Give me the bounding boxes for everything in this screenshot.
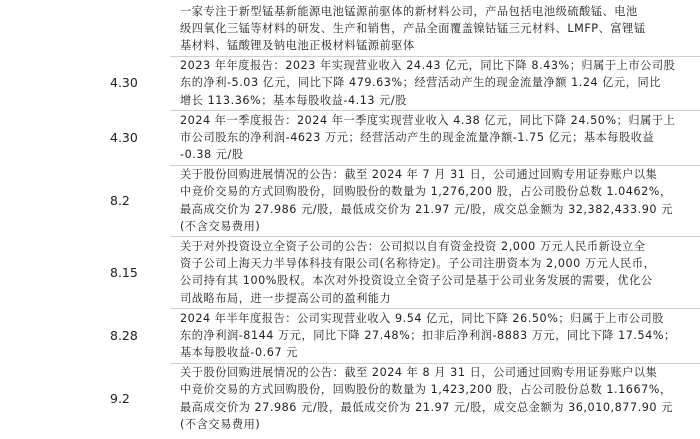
row-content <box>180 364 685 433</box>
row-content <box>180 238 685 307</box>
text-line: 一家专注于新型锰基新能源电池锰源前驱体的新材料公司，产品包括电池级硫酸锰、电池 <box>180 4 638 18</box>
text-line: 资子公司上海天力半导体科技有限公司(名称待定)。子公司注册资本为 2,000 万元人民币， <box>180 257 656 271</box>
row-date: 4.30 <box>110 75 138 91</box>
text-line: 市公司股东的净利润-4623 万元；经营活动产生的现金流量净额-1.75 亿元；基本每股收益 <box>180 130 655 144</box>
row-content <box>180 166 685 235</box>
row-content <box>180 310 685 362</box>
text-line: 2024 年一季度报告：2024 年一季度实现营业收入 4.38 亿元，同比下降 24.50%；归属于上 <box>180 113 676 127</box>
row-content <box>180 57 685 109</box>
text-line: 中竞价交易的方式回购股份，回购股份的数量为 1,276,200 股，占公司股份总数 1.0462%， <box>180 185 672 199</box>
text-line: 公司持有其 100%股权。本次对外投资设立全资子公司是基于公司业务发展的需要，优化公 <box>180 274 653 288</box>
text-line: 最高成交价为 27.986 元/股，最低成交价为 21.97 元/股，成交总金额为 36,010,877.90 元 <box>180 400 673 414</box>
text-line: 基本每股收益-0.67 元 <box>180 346 298 360</box>
text-line: 增长 113.36%；基本每股收益-4.13 元/股 <box>180 93 407 107</box>
text-line: 中竞价交易的方式回购股份，回购股份的数量为 1,423,200 股，占公司股份总数 1.1667%， <box>180 383 672 397</box>
row-content <box>180 112 685 164</box>
row-date: 8.2 <box>110 193 130 208</box>
text-line: 最高成交价为 27.986 元/股，最低成交价为 21.97 元/股，成交总金额为 32,382,433.90 元 <box>180 202 673 216</box>
text-line: 司战略布局，进一步提高公司的盈利能力 <box>180 291 392 305</box>
row-date: 8.15 <box>110 264 138 280</box>
text-line: 关于对外投资设立全资子公司的公告：公司拟以自有资金投资 2,000 万元人民币新设立全 <box>180 239 646 253</box>
row-date: 8.28 <box>110 327 138 343</box>
text-line: 东的净利-5.03 亿元，同比下降 479.63%；经营活动产生的现金流量净额 1.24 亿元，同比 <box>180 76 661 90</box>
text-line: -0.38 元/股 <box>180 148 244 162</box>
text-line: (不含交易费用) <box>180 418 261 432</box>
text-line: 关于股份回购进展情况的公告：截至 2024 年 7 月 31 日，公司通过回购专用证券账户以集 <box>180 168 658 182</box>
text-line: 东的净利润-8144 万元，同比下降 27.48%；扣非后净利润-8883 万元，同比下降 17.54%； <box>180 328 676 342</box>
text-line: 基材料、锰酸锂及钠电池正极材料锰源前驱体 <box>180 39 415 53</box>
row-date: 9.2 <box>110 391 130 407</box>
row-content <box>180 3 685 55</box>
text-line: (不含交易费用) <box>180 219 261 233</box>
row-date: 4.30 <box>110 129 138 145</box>
text-line: 2023 年年度报告：2023 年实现营业收入 24.43 亿元，同比下降 8.43%；归属于上市公司股 <box>180 59 676 73</box>
text-line: 关于股份回购进展情况的公告：截至 2024 年 8 月 31 日，公司通过回购专用证券账户以集 <box>180 366 658 380</box>
text-line: 2024 年半年度报告：公司实现营业收入 9.54 亿元，同比下降 26.50%；归属于上市公司股 <box>180 311 665 325</box>
text-line: 级四氧化三锰等材料的研发、生产和销售，产品全面覆盖镍钴锰三元材料、LMFP、富锂锰 <box>180 21 646 35</box>
